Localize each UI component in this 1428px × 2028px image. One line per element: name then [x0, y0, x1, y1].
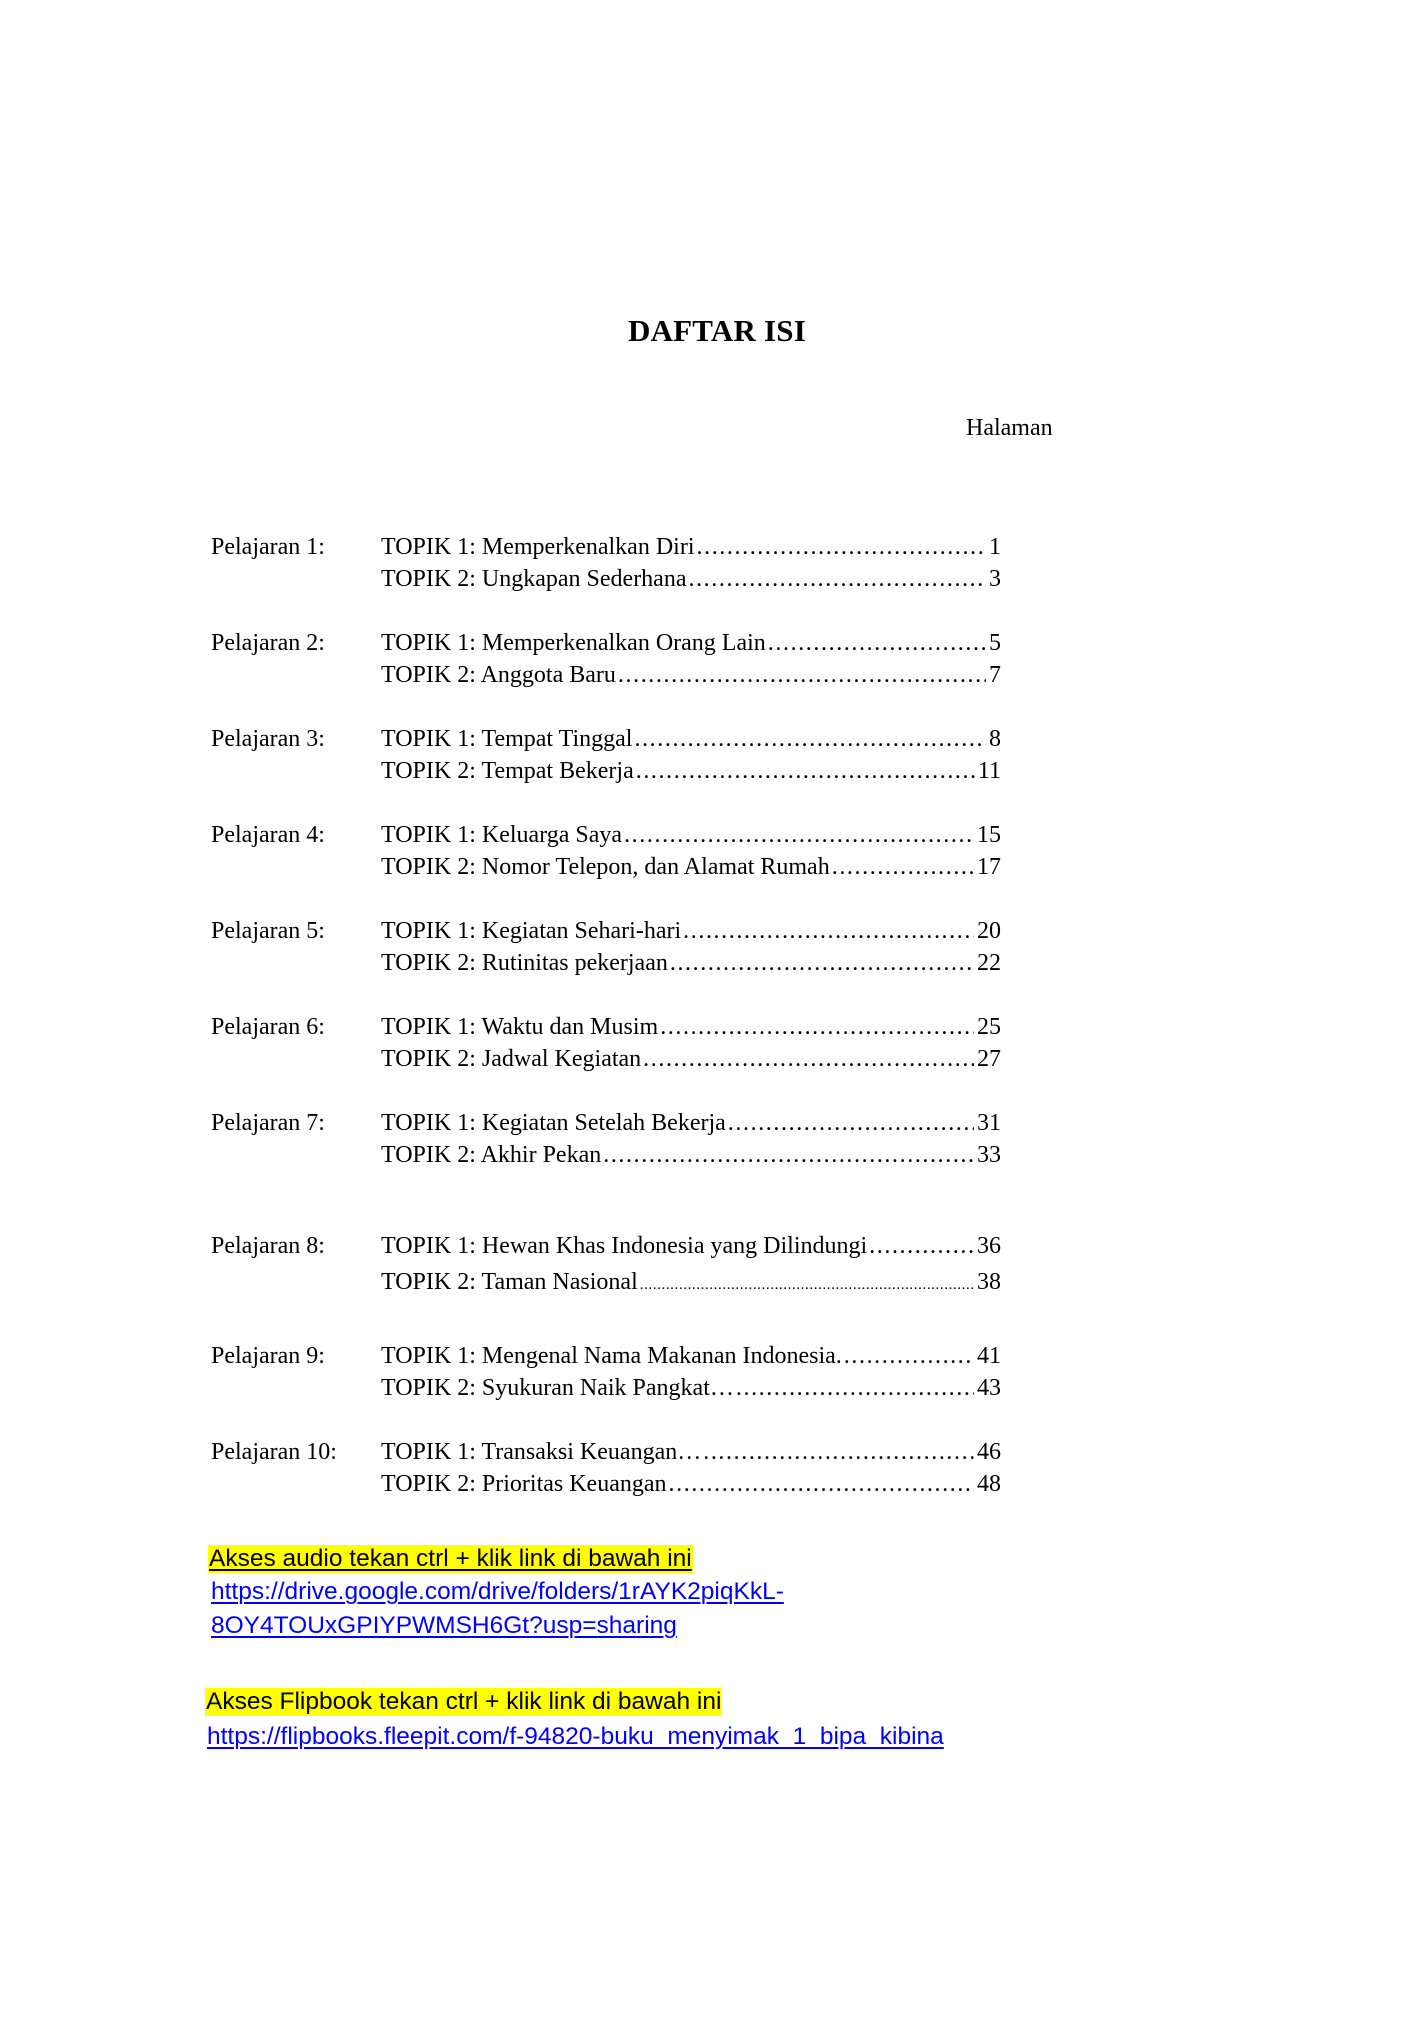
lesson-label: Pelajaran 4:	[211, 822, 325, 848]
page-number: 31	[977, 1110, 1001, 1136]
topic-title: TOPIK 2: Nomor Telepon, dan Alamat Rumah	[381, 854, 830, 880]
lesson-label: Pelajaran 1:	[211, 534, 325, 560]
topic-title: TOPIK 1: Hewan Khas Indonesia yang Dilindungi	[381, 1233, 868, 1259]
dot-leader	[688, 563, 986, 595]
lesson-label: Pelajaran 10:	[211, 1439, 337, 1465]
topic-title: TOPIK 1: Tempat Tinggal	[381, 726, 633, 752]
topic-title: TOPIK 2: Akhir Pekan	[381, 1142, 602, 1168]
toc-group-lesson-9	[211, 1340, 1001, 1404]
dot-leader	[643, 1043, 974, 1075]
page-column-header: Halaman	[966, 415, 1053, 441]
page-number: 5	[989, 630, 1001, 656]
toc-group-lesson-5	[211, 915, 1001, 979]
toc-group-lesson-10	[211, 1436, 1001, 1500]
page-number: 46	[977, 1439, 1001, 1465]
toc-group-lesson-1	[211, 531, 1001, 595]
toc-entry[interactable]	[211, 531, 1001, 563]
page-number: 22	[977, 950, 1001, 976]
page-number: 33	[977, 1142, 1001, 1168]
topic-title: TOPIK 2: Ungkapan Sederhana	[381, 566, 687, 592]
topic-title: TOPIK 1: Kegiatan Sehari-hari	[381, 918, 682, 944]
dot-leader	[670, 947, 974, 979]
dot-leader	[844, 1340, 974, 1372]
page-title: DAFTAR ISI	[628, 313, 806, 348]
toc-entry[interactable]	[211, 1436, 1001, 1468]
audio-drive-link-line2[interactable]: 8OY4TOUxGPIYPWMSH6Gt?usp=sharing	[211, 1612, 677, 1639]
lesson-label: Pelajaran 9:	[211, 1343, 325, 1369]
page-number: 15	[977, 822, 1001, 848]
toc-entry[interactable]	[211, 1011, 1001, 1043]
page-number: 8	[989, 726, 1001, 752]
flipbook-link[interactable]: https://flipbooks.fleepit.com/f-94820-buku_menyimak_1_bipa_kibina	[207, 1723, 944, 1750]
lesson-label: Pelajaran 2:	[211, 630, 325, 656]
topic-title: TOPIK 1: Kegiatan Setelah Bekerja	[381, 1110, 726, 1136]
page-number: 11	[977, 758, 1001, 784]
toc-group-lesson-2	[211, 627, 1001, 691]
toc-entry[interactable]	[211, 1372, 1001, 1404]
topic-title: TOPIK 2: Syukuran Naik Pangkat…	[381, 1375, 734, 1401]
dot-leader	[640, 1269, 974, 1301]
topic-title: TOPIK 1: Waktu dan Musim	[381, 1014, 659, 1040]
toc-entry[interactable]	[211, 1043, 1001, 1075]
audio-access-instruction: Akses audio tekan ctrl + klik link di bawah ini	[209, 1545, 692, 1572]
page-number: 25	[977, 1014, 1001, 1040]
flipbook-access-instruction: Akses Flipbook tekan ctrl + klik link di bawah ini	[206, 1688, 722, 1715]
audio-drive-link-line1[interactable]: https://drive.google.com/drive/folders/1rAYK2piqKkL-	[211, 1578, 784, 1605]
dot-leader	[669, 1468, 974, 1500]
page-number: 7	[989, 662, 1001, 688]
topic-title: TOPIK 1: Mengenal Nama Makanan Indonesia.	[381, 1343, 842, 1369]
toc-entry[interactable]	[211, 819, 1001, 851]
topic-title: TOPIK 2: Rutinitas pekerjaan	[381, 950, 668, 976]
page-number: 43	[977, 1375, 1001, 1401]
toc-group-lesson-8	[211, 1230, 1001, 1298]
toc-entry[interactable]	[211, 1107, 1001, 1139]
lesson-label: Pelajaran 6:	[211, 1014, 325, 1040]
topic-title: TOPIK 1: Memperkenalkan Diri	[381, 534, 695, 560]
dot-leader	[869, 1230, 974, 1262]
dot-leader	[736, 1372, 974, 1404]
lesson-label: Pelajaran 8:	[211, 1233, 325, 1259]
page-number: 17	[977, 854, 1001, 880]
lesson-label: Pelajaran 5:	[211, 918, 325, 944]
topic-title: TOPIK 2: Anggota Baru	[381, 662, 616, 688]
page-number: 27	[977, 1046, 1001, 1072]
dot-leader	[618, 659, 986, 691]
toc-group-lesson-3	[211, 723, 1001, 787]
toc-group-lesson-7	[211, 1107, 1001, 1171]
topic-title: TOPIK 1: Memperkenalkan Orang Lain	[381, 630, 766, 656]
toc-group-lesson-6	[211, 1011, 1001, 1075]
dot-leader	[768, 627, 986, 659]
page-number: 41	[977, 1343, 1001, 1369]
page-number: 38	[977, 1269, 1001, 1295]
page-number: 48	[977, 1471, 1001, 1497]
dot-leader	[660, 1011, 974, 1043]
dot-leader	[624, 819, 974, 851]
dot-leader	[832, 851, 974, 883]
dot-leader	[603, 1139, 974, 1171]
toc-entry[interactable]	[211, 947, 1001, 979]
dot-leader	[728, 1107, 974, 1139]
page-number: 1	[989, 534, 1001, 560]
toc-entry[interactable]	[211, 1266, 1001, 1298]
page-number: 20	[977, 918, 1001, 944]
toc-entry[interactable]	[211, 851, 1001, 883]
dot-leader	[634, 723, 986, 755]
dot-leader	[636, 755, 975, 787]
topic-title: TOPIK 2: Taman Nasional	[381, 1269, 638, 1295]
topic-title: TOPIK 2: Jadwal Kegiatan	[381, 1046, 642, 1072]
dot-leader	[683, 915, 974, 947]
toc-group-lesson-4	[211, 819, 1001, 883]
toc-entry[interactable]	[211, 1340, 1001, 1372]
topic-title: TOPIK 2: Prioritas Keuangan	[381, 1471, 667, 1497]
topic-title: TOPIK 1: Keluarga Saya	[381, 822, 623, 848]
toc-entry[interactable]	[211, 627, 1001, 659]
topic-title: TOPIK 2: Tempat Bekerja	[381, 758, 634, 784]
toc-entry[interactable]	[211, 563, 1001, 595]
lesson-label: Pelajaran 3:	[211, 726, 325, 752]
toc-entry[interactable]	[211, 659, 1001, 691]
toc-entry[interactable]	[211, 755, 1001, 787]
page-number: 36	[977, 1233, 1001, 1259]
page-number: 3	[989, 566, 1001, 592]
toc-entry[interactable]	[211, 723, 1001, 755]
topic-title: TOPIK 1: Transaksi Keuangan…	[381, 1439, 702, 1465]
toc-entry[interactable]	[211, 1468, 1001, 1500]
dot-leader	[703, 1436, 974, 1468]
toc-entry[interactable]	[211, 1230, 1001, 1262]
lesson-label: Pelajaran 7:	[211, 1110, 325, 1136]
toc-entry[interactable]	[211, 915, 1001, 947]
dot-leader	[697, 531, 987, 563]
toc-entry[interactable]	[211, 1139, 1001, 1171]
